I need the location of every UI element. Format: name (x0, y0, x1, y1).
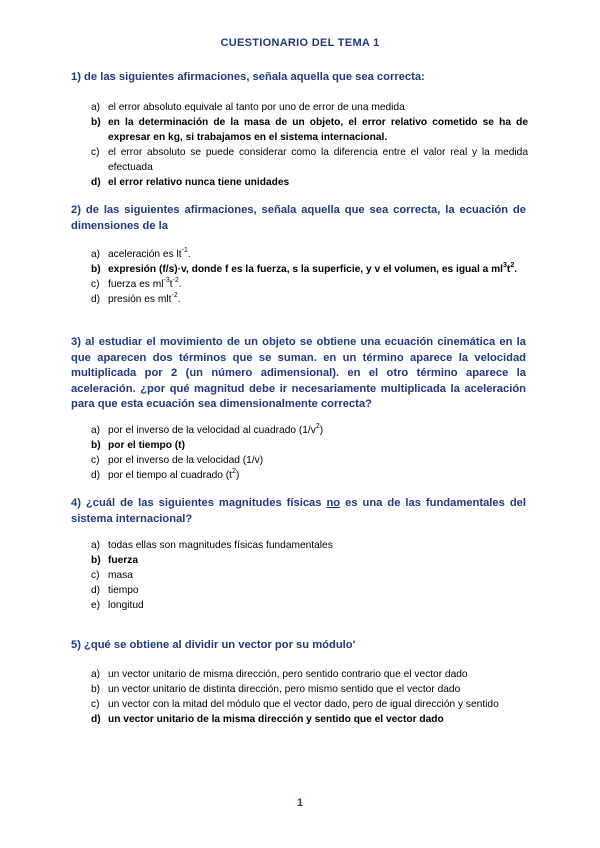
option-text: un vector unitario de la misma dirección y sentido que el vector dado (108, 714, 444, 725)
option (91, 568, 528, 583)
option-letter: d) (91, 294, 101, 305)
option-text-tail: ) (319, 425, 324, 436)
question-3-options (91, 423, 528, 483)
option-correct (91, 115, 528, 145)
option-letter: c) (91, 279, 100, 290)
option-text: por el inverso de la velocidad al cuadrado (1/v (108, 425, 316, 436)
option (91, 697, 528, 712)
option-text-tail: . (187, 249, 191, 260)
option-text: por el tiempo (t) (108, 440, 185, 451)
option-text: un vector con la mitad del módulo que el vector dado, pero de igual dirección y sentido (108, 699, 499, 710)
option-letter: e) (91, 600, 101, 611)
option-correct (91, 553, 528, 568)
superscript: 2 (510, 261, 515, 269)
question-2: 2) de las siguientes afirmaciones, señala aquella que sea correcta, la ecuación de dimensiones de la (71, 204, 526, 232)
option-letter: b) (91, 440, 101, 451)
option-text-tail: . (178, 279, 182, 290)
option-correct (91, 438, 528, 453)
option-letter: b) (91, 684, 101, 695)
question-4-text: 4) ¿cuál de las siguientes magnitudes físicas (71, 497, 327, 509)
option (91, 682, 528, 697)
option (91, 453, 528, 468)
option-text: en la determinación de la masa de un objeto, el error relativo cometido se ha de expresar en kg, si trabajamos en el sistema internacional. (108, 117, 528, 143)
superscript: 2 (315, 422, 320, 430)
option (91, 292, 528, 307)
option-letter: b) (91, 117, 101, 128)
option-letter: d) (91, 470, 101, 481)
question-5-options (91, 667, 528, 727)
option-text: tiempo (108, 585, 139, 596)
option-text-tail: . (177, 294, 181, 305)
option-text: por el inverso de la velocidad (1/v) (108, 455, 264, 466)
option (91, 598, 528, 613)
option-text-tail: ) (235, 470, 240, 481)
option-text: por el tiempo al cuadrado (t (108, 470, 233, 481)
option-text-mid: t (506, 264, 511, 275)
option-text: el error relativo nunca tiene unidades (108, 177, 290, 188)
question-1: 1) de las siguientes afirmaciones, señala aquella que sea correcta: (71, 71, 425, 83)
question-5: 5) ¿qué se obtiene al dividir un vector por su módulo' (71, 639, 356, 651)
option-text: longitud (108, 600, 144, 611)
question-3: 3) al estudiar el movimiento de un objeto se obtiene una ecuación cinemática en la que aparecen dos términos que se suman. en un término aparece la velocidad multiplicada por 2 (un número adimensional). en el otro término aparece la aceleración. ¿por qué magnitud debe ir necesariamente multiplicada la aceleración para que esta ecuación sea dimensionalmente correcta? (71, 336, 526, 410)
option-text-tail: . (514, 264, 518, 275)
option (91, 247, 528, 262)
option-text: expresión (f/s)·v, donde f es la fuerza, s la superficie, y v el volumen, es igual a ml (108, 264, 503, 275)
option-text: presión es mlt (108, 294, 172, 305)
option-text: el error absoluto se puede considerar como la diferencia entre el valor real y la medida efectuada (108, 147, 528, 173)
superscript: 2 (232, 467, 236, 475)
option (91, 667, 528, 682)
option (91, 423, 528, 438)
option-text: el error absoluto equivale al tanto por uno de error de una medida (108, 102, 405, 113)
option-letter: a) (91, 249, 101, 260)
option-text: fuerza es ml (108, 279, 164, 290)
question-1-options (91, 100, 528, 190)
option-text: aceleración es lt (108, 249, 182, 260)
option-letter: c) (91, 699, 100, 710)
option (91, 583, 528, 598)
option (91, 468, 528, 483)
option-text-mid: t (169, 279, 173, 290)
option-text: todas ellas son magnitudes físicas fundamentales (108, 540, 333, 551)
option-correct (91, 712, 528, 727)
question-4-text-end: es una de las fundamentales del sistema internacional? (71, 497, 526, 525)
question-2-options (91, 247, 528, 307)
option (91, 538, 528, 553)
option-letter: b) (91, 555, 101, 566)
option-letter: b) (91, 264, 101, 275)
option-letter: a) (91, 669, 101, 680)
option-letter: c) (91, 455, 100, 466)
option-letter: a) (91, 540, 101, 551)
option-letter: c) (91, 147, 100, 158)
option-text: masa (108, 570, 133, 581)
option-letter: a) (91, 425, 101, 436)
option (91, 100, 528, 115)
option-letter: d) (91, 714, 101, 725)
superscript: -1 (181, 246, 188, 254)
page-title: CUESTIONARIO DEL TEMA 1 (220, 37, 380, 49)
option-correct (91, 175, 528, 190)
option (91, 145, 528, 175)
question-4 (71, 496, 526, 527)
option-text: un vector unitario de misma dirección, pero sentido contrario que el vector dado (108, 669, 468, 680)
option (91, 277, 528, 292)
superscript: 3 (503, 261, 507, 269)
option-letter: c) (91, 570, 100, 581)
option-text: un vector unitario de distinta dirección, pero mismo sentido que el vector dado (108, 684, 461, 695)
page-number: 1 (296, 797, 304, 809)
underlined-word: no (326, 497, 341, 509)
option-letter: d) (91, 177, 101, 188)
option-text: fuerza (108, 555, 139, 566)
superscript: -3 (163, 276, 170, 284)
superscript: -2 (171, 291, 178, 299)
option-letter: a) (91, 102, 101, 113)
superscript: -2 (172, 276, 179, 284)
option-letter: d) (91, 585, 101, 596)
option-correct (91, 262, 528, 277)
question-4-options (91, 538, 528, 613)
